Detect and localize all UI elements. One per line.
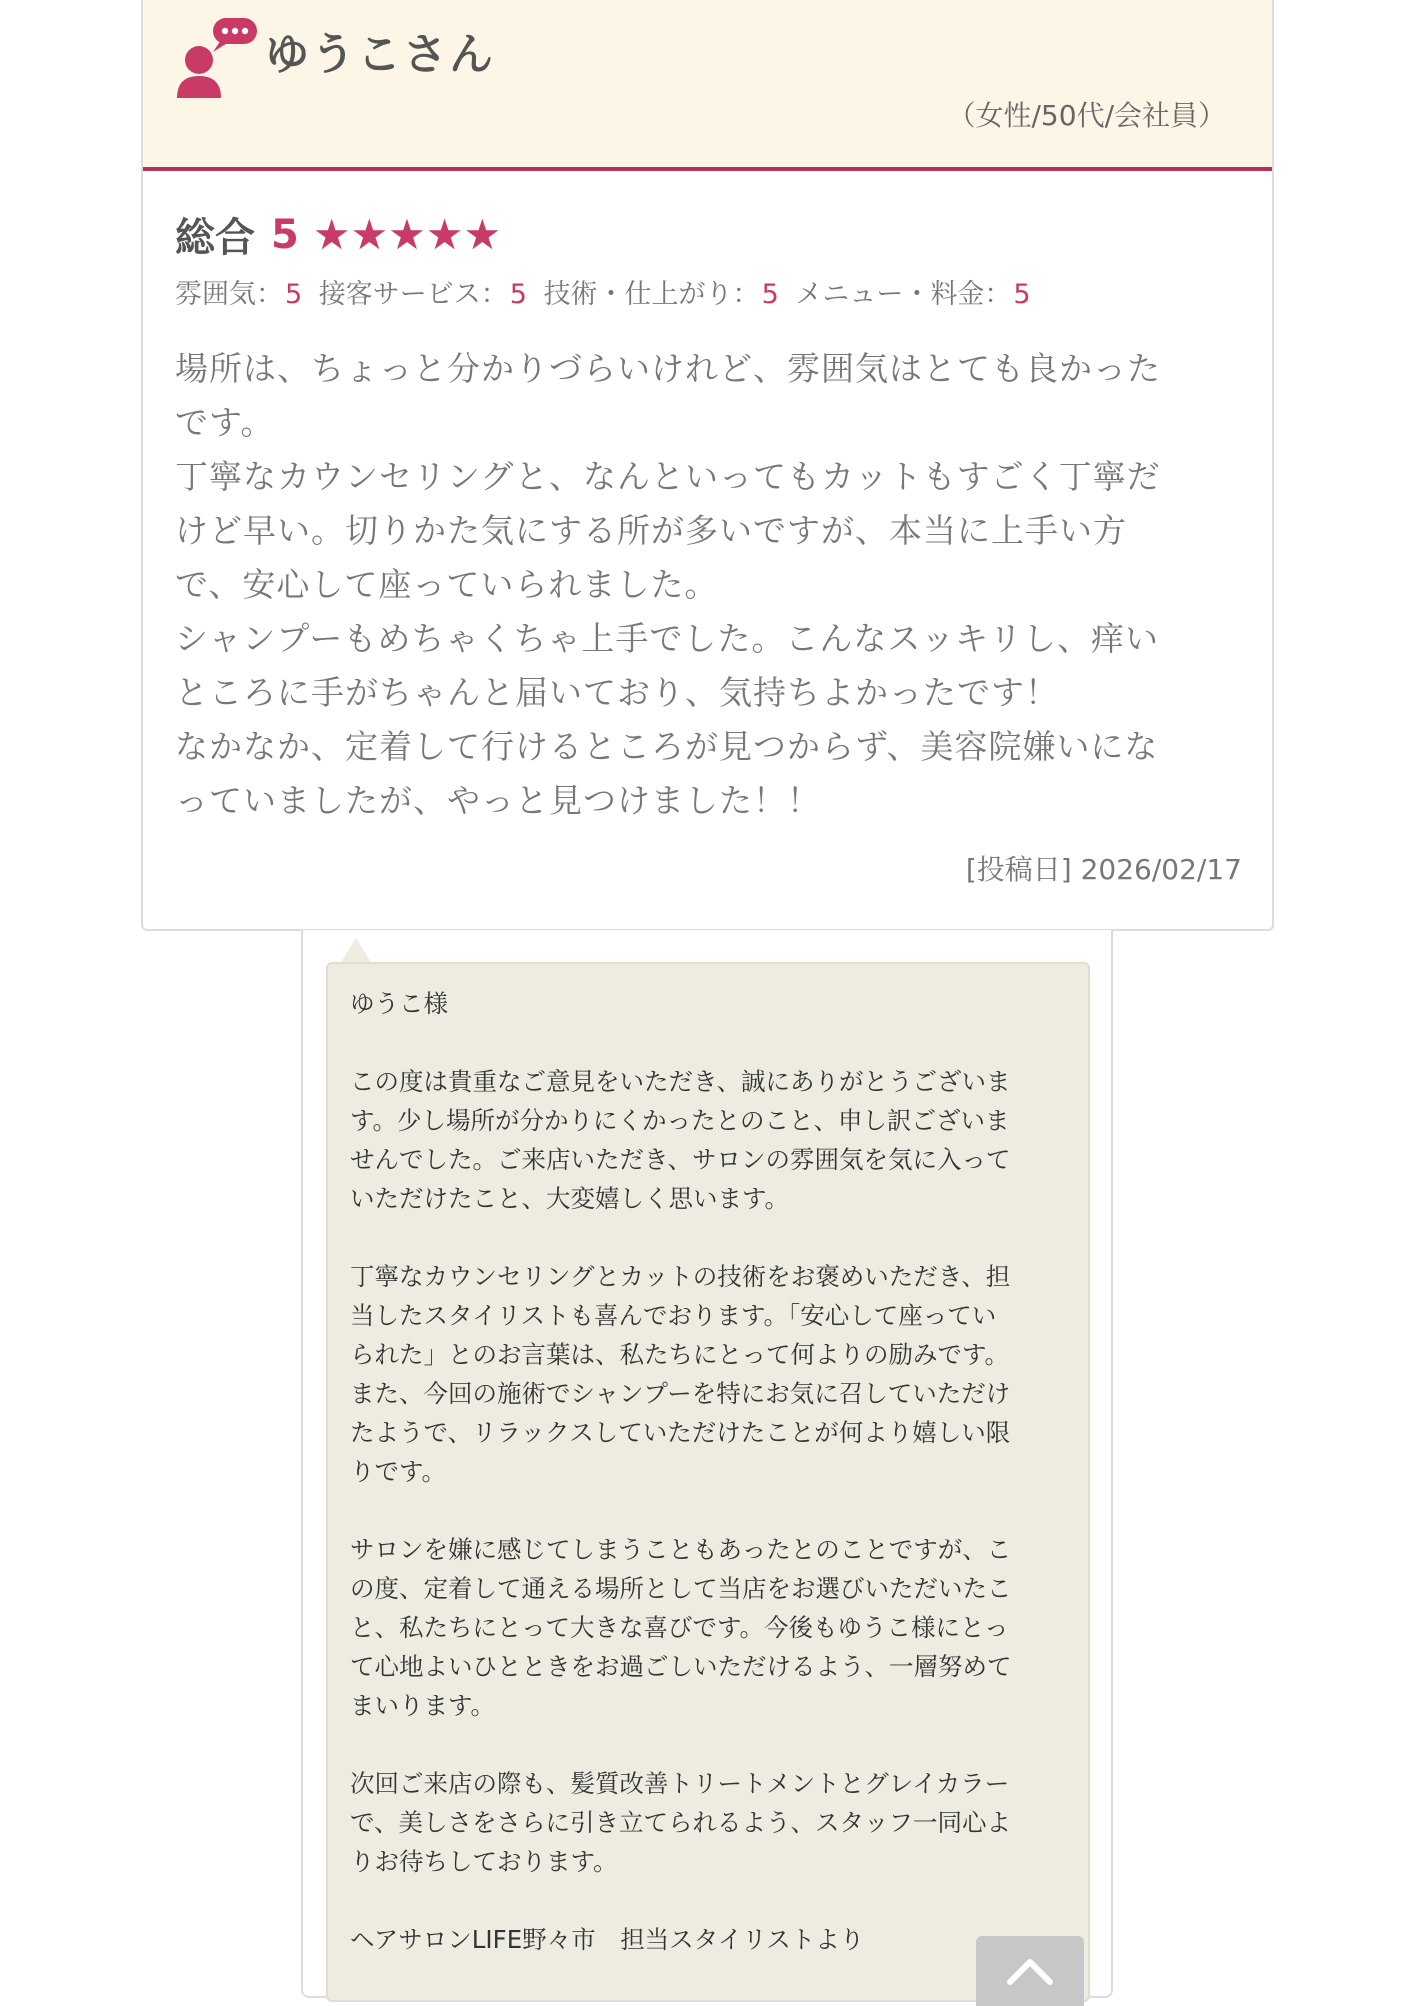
sub-rating-label: メニュー・料金： (795, 279, 1012, 310)
review-header (143, 0, 1272, 171)
post-date: [投稿日] 2026/02/17 (965, 853, 1242, 886)
reviewer-name: ゆうこさん (265, 29, 495, 80)
sub-rating-value: 5 (509, 279, 527, 310)
user-speech-icon (173, 16, 273, 96)
review-card (141, 0, 1274, 931)
sub-ratings (175, 272, 1039, 311)
overall-label: 総合 (175, 215, 255, 261)
sub-rating-label: 接客サービス： (318, 279, 508, 310)
overall-rating (175, 206, 501, 263)
salon-reply-text: ゆうこ様 この度は貴重なご意見をいただき、誠にありがとうございま す。少し場所が分かりにくかったとのこと、申し訳ございま せんでした。ご来店いただき、サロンの雰囲気を気に入って いただけたこと、大変嬉しく思います。 丁寧なカウンセリングとカットの技術をお褒めいただき、担 当したスタイリストも喜んでおります。「安心して座ってい られた」とのお言葉は、私たちにとって何よりの励みです。 また、今回の施術でシャンプーを特にお気に召していただけ たようで、リラックスしていただけたことが何より嬉しい限 りです。 サロンを嫌に感じてしまうこともあったとのことですが、こ の度、定着して通える場所として当店をお選びいただいたこ と、私たちにとって大きな喜びです。今後もゆうこ様にとっ て心地よいひとときをお過ごしいただけるよう、一層努めて まいります。 次回ご来店の際も、髪質改善トリートメントとグレイカラー で、美しさをさらに引き立てられるよう、スタッフ一同心よ りお待ちしております。 ヘアサロンLIFE野々市 担当スタイリストより (350, 989, 1012, 1954)
sub-rating-value: 5 (285, 279, 303, 310)
sub-rating-value: 5 (1013, 279, 1031, 310)
reviewer-meta: （女性/50代/会社員） (947, 99, 1226, 132)
chevron-up-icon (1006, 1952, 1054, 1986)
overall-score: 5 (271, 211, 299, 258)
sub-rating-value: 5 (761, 279, 779, 310)
scroll-to-top-button[interactable] (976, 1936, 1084, 2006)
star-rating: ★★★★★ (312, 210, 502, 259)
sub-rating-label: 技術・仕上がり： (543, 279, 760, 310)
reply-bubble-arrow (340, 938, 372, 964)
sub-rating-label: 雰囲気： (175, 279, 283, 310)
review-body: 場所は、ちょっと分かりづらいけれど、雰囲気はとても良かった です。 丁寧なカウンセリングと、なんといってもカットもすごく丁寧だ けど早い。切りかた気にする所が多いですが、本当に上手い方 で、安心して座っていられました。 シャンプーもめちゃくちゃ上手でした。こんなスッキリし、痒い ところに手がちゃんと届いており、気持ちよかったです！ なかなか、定着して行けるところが見つからず、美容院嫌いにな っていましたが、やっと見つけました！！ (175, 349, 1161, 820)
